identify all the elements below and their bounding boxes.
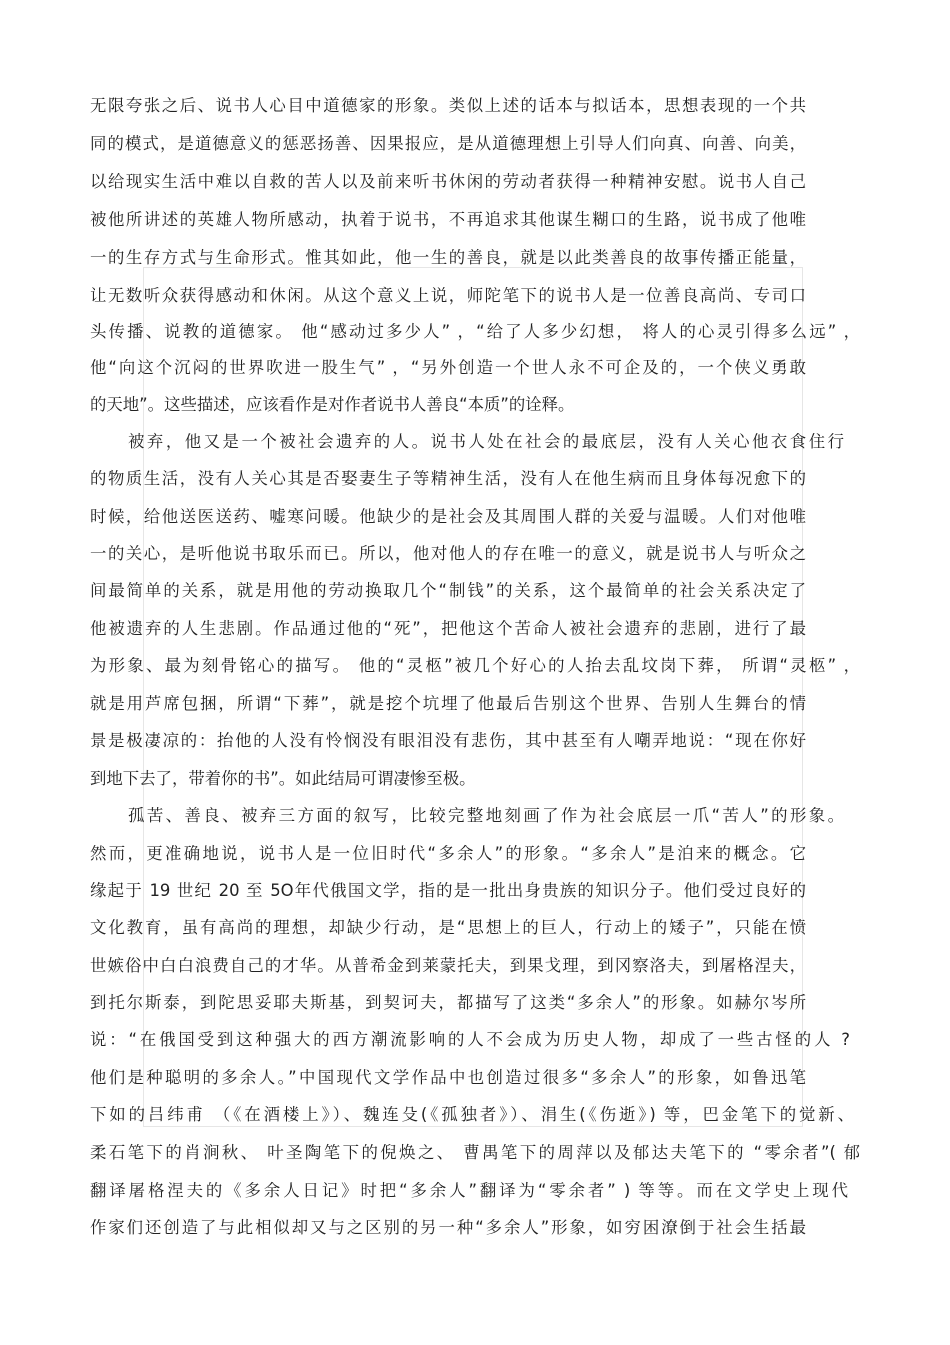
text-line: 以给现实生活中难以自救的苦人以及前来听书休闲的劳动者获得一种精神安慰。说书人自己	[90, 172, 806, 191]
text-line: 到地下去了，带着你的书”。如此结局可谓凄惨至极。	[90, 769, 476, 788]
text-line: 翻译屠格涅夫的《多余人日记》时把“多余人”翻译为“零余者” ) 等等。而在文学史上现代	[90, 1181, 848, 1200]
text-line: 无限夸张之后、说书人心目中道德家的形象。类似上述的话本与拟话本，思想表现的一个共	[90, 96, 806, 115]
text-line: 同的模式，是道德意义的惩恶扬善、因果报应，是从道德理想上引导人们向真、向善、向美，	[90, 134, 806, 153]
text-line: 为形象、最为刻骨铭心的描写。 他的“灵柩”被几个好心的人抬去乱坟岗下葬， 所谓“灵柩” ，	[90, 656, 860, 675]
text-line: 景是极凄凉的：抬他的人没有怜悯没有眼泪没有悲伤，其中甚至有人嘲弄地说：“现在你好	[90, 731, 806, 750]
text-line: 让无数听众获得感动和休闲。从这个意义上说，师陀笔下的说书人是一位善良高尚、专司口	[90, 286, 806, 305]
text-line: 被弃，他又是一个被社会遗弃的人。说书人处在社会的最底层，没有人关心他衣食住行	[128, 432, 844, 451]
text-line: 缘起于 19 世纪 20 至 5O年代俄国文学，指的是一批出身贵族的知识分子。他们受过良好的	[90, 881, 806, 900]
text-line: 一的生存方式与生命形式。惟其如此，他一生的善良，就是以此类善良的故事传播正能量，	[90, 248, 806, 267]
text-line: 然而，更准确地说，说书人是一位旧时代“多余人”的形象。“多余人”是泊来的概念。它	[90, 844, 806, 863]
text-line: 作家们还创造了与此相似却又与之区别的另一种“多余人”形象，如穷困潦倒于社会生括最	[90, 1218, 806, 1237]
text-line: 他们是种聪明的多余人。”中国现代文学作品中也创造过很多“多余人”的形象，如鲁迅笔	[90, 1068, 806, 1087]
text-line: 世嫉俗中白白浪费自己的才华。从普希金到莱蒙托夫，到果戈理，到冈察洛夫，到屠格涅夫，	[90, 956, 806, 975]
text-line: 间最简单的关系，就是用他的劳动换取几个“制钱”的关系，这个最简单的社会关系决定了	[90, 581, 806, 600]
text-line: 下如的吕纬甫 （《在酒楼上》）、魏连殳(《孤独者》）、涓生(《伤逝》) 等，巴金笔下的觉新、	[90, 1105, 854, 1124]
text-line: 被他所讲述的英雄人物所感动，执着于说书，不再追求其他谋生糊口的生路，说书成了他唯	[90, 210, 806, 229]
text-line: 的天地”。这些描述，应该看作是对作者说书人善良“本质”的诠释。	[90, 395, 575, 414]
text-line: 柔石笔下的肖涧秋、 叶圣陶笔下的倪焕之、 曹禺笔下的周萍以及郁达夫笔下的 “零余者”( 郁	[90, 1143, 860, 1162]
text-line: 他“向这个沉闷的世界吹进一股生气” ，“另外创造一个世人永不可企及的，一个侠义勇敢	[90, 358, 806, 377]
text-line: 到托尔斯泰，到陀思妥耶夫斯基，到契诃夫，都描写了这类“多余人”的形象。如赫尔岑所	[90, 993, 806, 1012]
text-line: 时候，给他送医送药、嘘寒问暖。他缺少的是社会及其周围人群的关爱与温暖。人们对他唯	[90, 507, 806, 526]
text-line: 头传播、说教的道德家。 他“感动过多少人” ，“给了人多少幻想， 将人的心灵引得多么远” ，	[90, 322, 860, 341]
text-line: 文化教育，虽有高尚的理想，却缺少行动，是“思想上的巨人，行动上的矮子”，只能在愤	[90, 918, 806, 937]
text-line: 一的关心，是听他说书取乐而已。所以，他对他人的存在唯一的意义，就是说书人与听众之	[90, 544, 806, 563]
text-line: 他被遗弃的人生悲剧。作品通过他的“死”，把他这个苦命人被社会遗弃的悲剧，进行了最	[90, 619, 806, 638]
text-line: 孤苦、善良、被弃三方面的叙写，比较完整地刻画了作为社会底层一爪“苦人”的形象。	[128, 806, 844, 825]
text-line: 就是用芦席包捆，所谓“下葬”，就是挖个坑埋了他最后告别这个世界、告别人生舞台的情	[90, 694, 806, 713]
text-line: 的物质生活，没有人关心其是否娶妻生子等精神生活，没有人在他生病而且身体每况愈下的	[90, 469, 806, 488]
text-line: 说：“在俄国受到这种强大的西方潮流影响的人不会成为历史人物，却成了一些古怪的人 ?	[90, 1030, 850, 1049]
